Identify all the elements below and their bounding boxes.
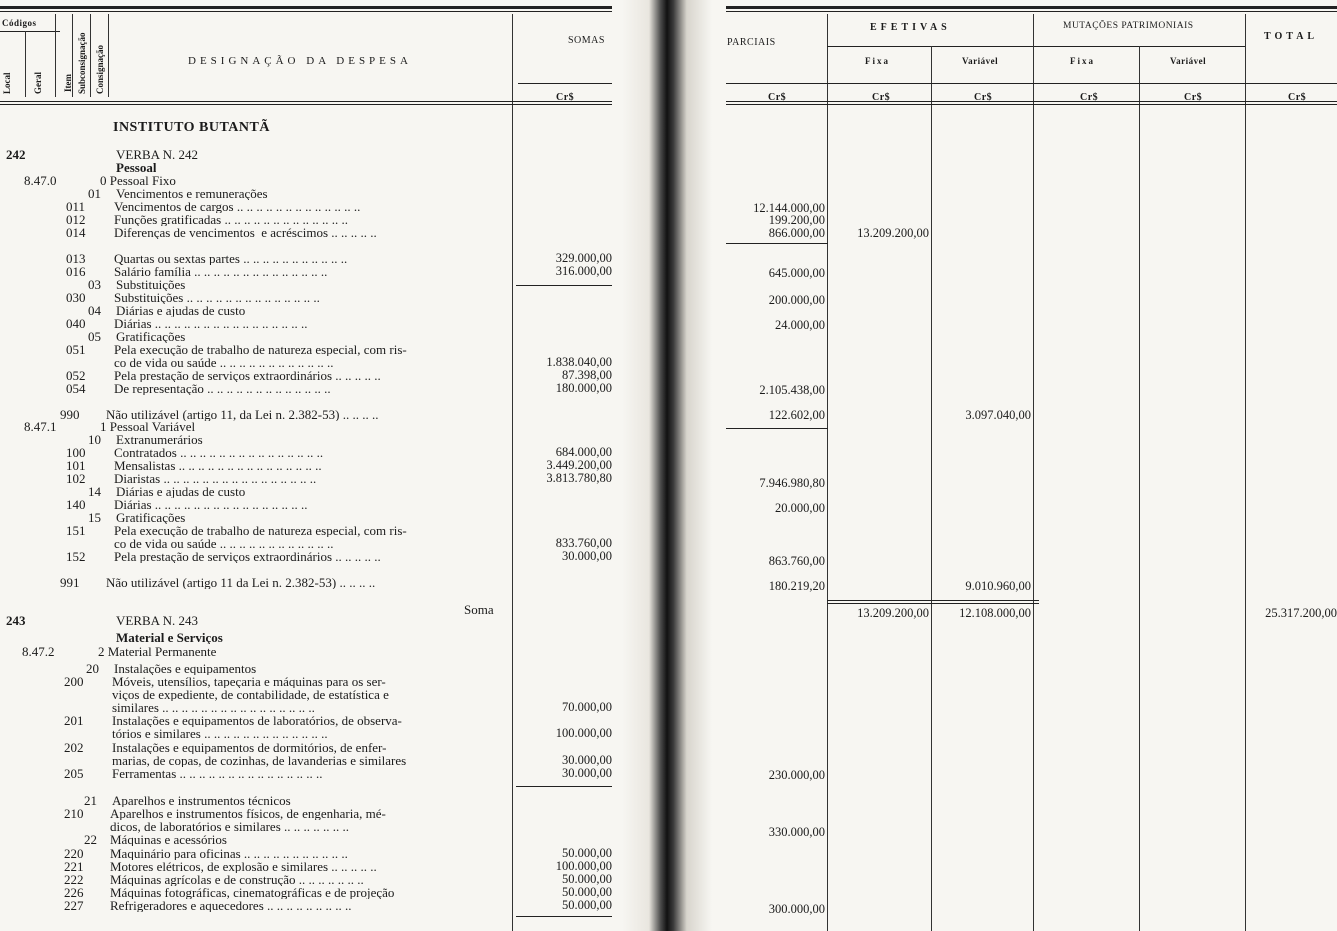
- parciais-currency: Cr$: [768, 92, 787, 103]
- row-description: Máquinas e acessórios: [110, 833, 227, 846]
- row-soma: 30.000,00: [562, 753, 612, 767]
- row-code: 227: [64, 898, 84, 913]
- total-header: TOTAL: [1264, 31, 1319, 42]
- amount-parciais: 230.000,00: [768, 768, 825, 782]
- row-description: Gratificações: [116, 330, 186, 343]
- row-description: viços de expediente, de contabilidade, de estatística e: [112, 688, 389, 701]
- row-soma: 1.838.040,00: [546, 355, 612, 369]
- row-description: Pessoal: [116, 161, 157, 174]
- consignacao-header: Consignação: [95, 44, 105, 94]
- right-page: [712, 0, 1337, 931]
- row-soma: 329.000,00: [555, 251, 612, 265]
- row-code: 243: [6, 613, 26, 628]
- somas-header: SOMAS: [568, 35, 605, 46]
- mutacoes-header: MUTAÇÕES PATRIMONIAIS: [1063, 21, 1194, 31]
- row-code: 04: [88, 303, 101, 318]
- geral-header: Geral: [33, 72, 43, 94]
- row-code: 200: [64, 674, 84, 689]
- amount-parciais: 866.000,00: [768, 226, 825, 240]
- row-description: Contratados .. .. .. .. .. .. .. .. .. .. .. .. .. .. ..: [114, 446, 324, 459]
- row-description: 0 Pessoal Fixo: [100, 174, 176, 187]
- row-code: 8.47.1: [24, 419, 57, 434]
- row-description: Substituições: [116, 278, 186, 291]
- row-description: Aparelhos e instrumentos técnicos: [112, 794, 291, 807]
- row-soma: 100.000,00: [555, 726, 612, 740]
- amount-parciais: 200.000,00: [768, 293, 825, 307]
- amount-parciais: 300.000,00: [768, 902, 825, 916]
- row-code: 030: [66, 290, 86, 305]
- row-description: Instalações e equipamentos de dormitórios, de enfer-: [112, 741, 387, 754]
- amount-parciais: 199.200,00: [768, 213, 825, 227]
- row-description: Gratificações: [116, 511, 186, 524]
- row-code: 222: [64, 872, 84, 887]
- row-code: 101: [66, 458, 86, 473]
- row-description: Não utilizável (artigo 11, da Lei n. 2.382-53) .. .. .. ..: [106, 408, 379, 421]
- row-code: 210: [64, 806, 84, 821]
- row-code: 226: [64, 885, 84, 900]
- row-soma: 684.000,00: [555, 445, 612, 459]
- row-code: 205: [64, 766, 84, 781]
- ef-fixa-currency: Cr$: [872, 92, 891, 103]
- row-code: 151: [66, 523, 86, 538]
- row-description: Ferramentas .. .. .. .. .. .. .. .. .. .. .. .. .. .. ..: [112, 767, 323, 780]
- row-description: Refrigeradores e aquecedores .. .. .. .. .. .. .. .. ..: [110, 899, 352, 912]
- mut-var-currency: Cr$: [1184, 92, 1203, 103]
- row-description: Pela execução de trabalho de natureza especial, com ris-: [114, 524, 407, 537]
- row-description: Máquinas fotográficas, cinematográficas e de projeção: [110, 886, 395, 899]
- row-code: 03: [88, 277, 101, 292]
- amount-ef_fixa: 13.209.200,00: [857, 226, 929, 240]
- row-code: 21: [84, 793, 97, 808]
- row-soma: 3.813.780,80: [546, 471, 612, 485]
- row-description: Diaristas .. .. .. .. .. .. .. .. .. .. .. .. .. .. .. ..: [114, 472, 317, 485]
- row-description: Instalações e equipamentos: [114, 662, 257, 675]
- row-description: Soma: [464, 603, 494, 616]
- row-code: 102: [66, 471, 86, 486]
- amount-parciais: 2.105.438,00: [759, 383, 825, 397]
- row-description: Não utilizável (artigo 11 da Lei n. 2.382-53) .. .. .. ..: [106, 576, 376, 589]
- amount-ef_fixa: 13.209.200,00: [857, 606, 929, 620]
- row-soma: 3.449.200,00: [546, 458, 612, 472]
- row-description: Instalações e equipamentos de laboratórios, de observa-: [112, 714, 402, 727]
- row-soma: 50.000,00: [562, 872, 612, 886]
- ef-variavel-header: Variável: [962, 56, 999, 66]
- row-soma: 180.000,00: [555, 381, 612, 395]
- row-description: 2 Material Permanente: [98, 645, 217, 658]
- row-code: 140: [66, 497, 86, 512]
- row-description: tórios e similares .. .. .. .. .. .. .. .. .. .. .. .. ..: [112, 727, 328, 740]
- row-description: Pela prestação de serviços extraordinários .. .. .. .. ..: [114, 550, 381, 563]
- row-description: Diárias e ajudas de custo: [116, 485, 246, 498]
- row-code: 10: [88, 432, 101, 447]
- row-description: De representação .. .. .. .. .. .. .. .. .. .. .. .. ..: [114, 382, 331, 395]
- amount-parciais: 180.219,20: [768, 579, 825, 593]
- amount-parciais: 12.144.000,00: [753, 201, 825, 215]
- ef-fixa-header: Fixa: [865, 56, 890, 66]
- mut-fixa-header: Fixa: [1070, 56, 1095, 66]
- row-soma: 50.000,00: [562, 898, 612, 912]
- row-description: Vencimentos e remunerações: [116, 187, 268, 200]
- row-description: Mensalistas .. .. .. .. .. .. .. .. .. .. .. .. .. .. ..: [114, 459, 322, 472]
- row-code: 202: [64, 740, 84, 755]
- row-code: 991: [60, 575, 80, 590]
- row-soma: 87.398,00: [562, 368, 612, 382]
- row-description: Salário família .. .. .. .. .. .. .. .. .. .. .. .. .. ..: [114, 265, 328, 278]
- row-code: 100: [66, 445, 86, 460]
- amount-total: 25.317.200,00: [1265, 606, 1337, 620]
- amount-parciais: 7.946.980,80: [759, 476, 825, 490]
- row-soma: 30.000,00: [562, 549, 612, 563]
- row-description: Vencimentos de cargos .. .. .. .. .. .. .. .. .. .. .. .. ..: [114, 200, 361, 213]
- row-description: Aparelhos e instrumentos físicos, de engenharia, mé-: [110, 807, 386, 820]
- row-soma: 70.000,00: [562, 700, 612, 714]
- amount-ef_var: 3.097.040,00: [965, 408, 1031, 422]
- efetivas-header: EFETIVAS: [870, 22, 951, 33]
- row-code: 016: [66, 264, 86, 279]
- row-description: Diárias .. .. .. .. .. .. .. .. .. .. .. .. .. .. .. ..: [114, 498, 308, 511]
- row-soma: 50.000,00: [562, 885, 612, 899]
- amount-parciais: 122.602,00: [768, 408, 825, 422]
- codigos-header: Códigos: [2, 18, 37, 28]
- item-header: Item: [63, 74, 73, 92]
- row-soma: 316.000,00: [555, 264, 612, 278]
- amount-parciais: 20.000,00: [775, 501, 825, 515]
- row-code: 052: [66, 368, 86, 383]
- row-code: 22: [84, 832, 97, 847]
- row-code: 01: [88, 186, 101, 201]
- row-description: similares .. .. .. .. .. .. .. .. .. .. .. .. .. .. .. ..: [112, 701, 315, 714]
- row-description: Pela prestação de serviços extraordinários .. .. .. .. ..: [114, 369, 381, 382]
- row-description: Diferenças de vencimentos e acréscimos .. .. .. .. ..: [114, 226, 377, 239]
- row-code: 014: [66, 225, 86, 240]
- row-code: 990: [60, 407, 80, 422]
- row-code: 221: [64, 859, 84, 874]
- row-description: Extranumerários: [116, 433, 203, 446]
- subconsignacao-header: Subconsignação: [77, 32, 87, 94]
- row-description: Motores elétricos, de explosão e similares .. .. .. .. ..: [110, 860, 377, 873]
- row-description: Maquinário para oficinas .. .. .. .. .. .. .. .. .. .. ..: [110, 847, 348, 860]
- row-code: 040: [66, 316, 86, 331]
- amount-ef_var: 9.010.960,00: [965, 579, 1031, 593]
- row-code: 152: [66, 549, 86, 564]
- amount-parciais: 24.000,00: [775, 318, 825, 332]
- row-soma: 30.000,00: [562, 766, 612, 780]
- amount-parciais: 330.000,00: [768, 825, 825, 839]
- book-gutter: [622, 0, 712, 931]
- row-code: 051: [66, 342, 86, 357]
- total-currency: Cr$: [1288, 92, 1307, 103]
- row-code: 201: [64, 713, 84, 728]
- row-description: co de vida ou saúde .. .. .. .. .. .. .. .. .. .. .. ..: [114, 356, 334, 369]
- row-code: 05: [88, 329, 101, 344]
- somas-currency: Cr$: [556, 92, 575, 103]
- ef-var-currency: Cr$: [974, 92, 993, 103]
- row-code: 8.47.0: [24, 173, 57, 188]
- row-description: Máquinas agrícolas e de construção .. .. .. .. .. .. ..: [110, 873, 364, 886]
- amount-ef_var: 12.108.000,00: [959, 606, 1031, 620]
- row-description: Substituições .. .. .. .. .. .. .. .. .. .. .. .. .. ..: [114, 291, 320, 304]
- row-soma: 100.000,00: [555, 859, 612, 873]
- mut-fixa-currency: Cr$: [1080, 92, 1099, 103]
- row-description: 1 Pessoal Variável: [100, 420, 196, 433]
- row-code: 013: [66, 251, 86, 266]
- row-code: 220: [64, 846, 84, 861]
- designacao-header: DESIGNAÇÃO DA DESPESA: [188, 55, 412, 67]
- row-description: Quartas ou sextas partes .. .. .. .. .. .. .. .. .. .. ..: [114, 252, 348, 265]
- left-page: [0, 0, 622, 931]
- mut-variavel-header: Variável: [1170, 56, 1207, 66]
- row-description: dicos, de laboratórios e similares .. .. .. .. .. .. ..: [110, 820, 350, 833]
- row-soma: 833.760,00: [555, 536, 612, 550]
- row-code: 012: [66, 212, 86, 227]
- parciais-header: PARCIAIS: [727, 37, 776, 48]
- institution-title: INSTITUTO BUTANTÃ: [113, 120, 270, 135]
- row-description: VERBA N. 242: [116, 148, 198, 161]
- row-code: 15: [88, 510, 101, 525]
- row-description: Pela execução de trabalho de natureza especial, com ris-: [114, 343, 407, 356]
- row-code: 14: [88, 484, 101, 499]
- row-code: 054: [66, 381, 86, 396]
- row-code: 8.47.2: [22, 644, 55, 659]
- row-code: 011: [66, 199, 86, 214]
- row-description: Diárias e ajudas de custo: [116, 304, 246, 317]
- amount-parciais: 645.000,00: [768, 266, 825, 280]
- row-code: 242: [6, 147, 26, 162]
- row-description: Diárias .. .. .. .. .. .. .. .. .. .. .. .. .. .. .. ..: [114, 317, 308, 330]
- row-code: 20: [86, 661, 99, 676]
- row-description: co de vida ou saúde .. .. .. .. .. .. .. .. .. .. .. ..: [114, 537, 334, 550]
- row-description: marias, de copas, de cozinhas, de lavanderias e similares: [112, 754, 407, 767]
- row-description: Móveis, utensílios, tapeçaria e máquinas para os ser-: [112, 675, 386, 688]
- row-soma: 50.000,00: [562, 846, 612, 860]
- row-description: Material e Serviços: [116, 631, 223, 644]
- local-header: Local: [2, 72, 12, 94]
- amount-parciais: 863.760,00: [768, 554, 825, 568]
- row-description: VERBA N. 243: [116, 614, 198, 627]
- row-description: Funções gratificadas .. .. .. .. .. .. .. .. .. .. .. .. ..: [114, 213, 348, 226]
